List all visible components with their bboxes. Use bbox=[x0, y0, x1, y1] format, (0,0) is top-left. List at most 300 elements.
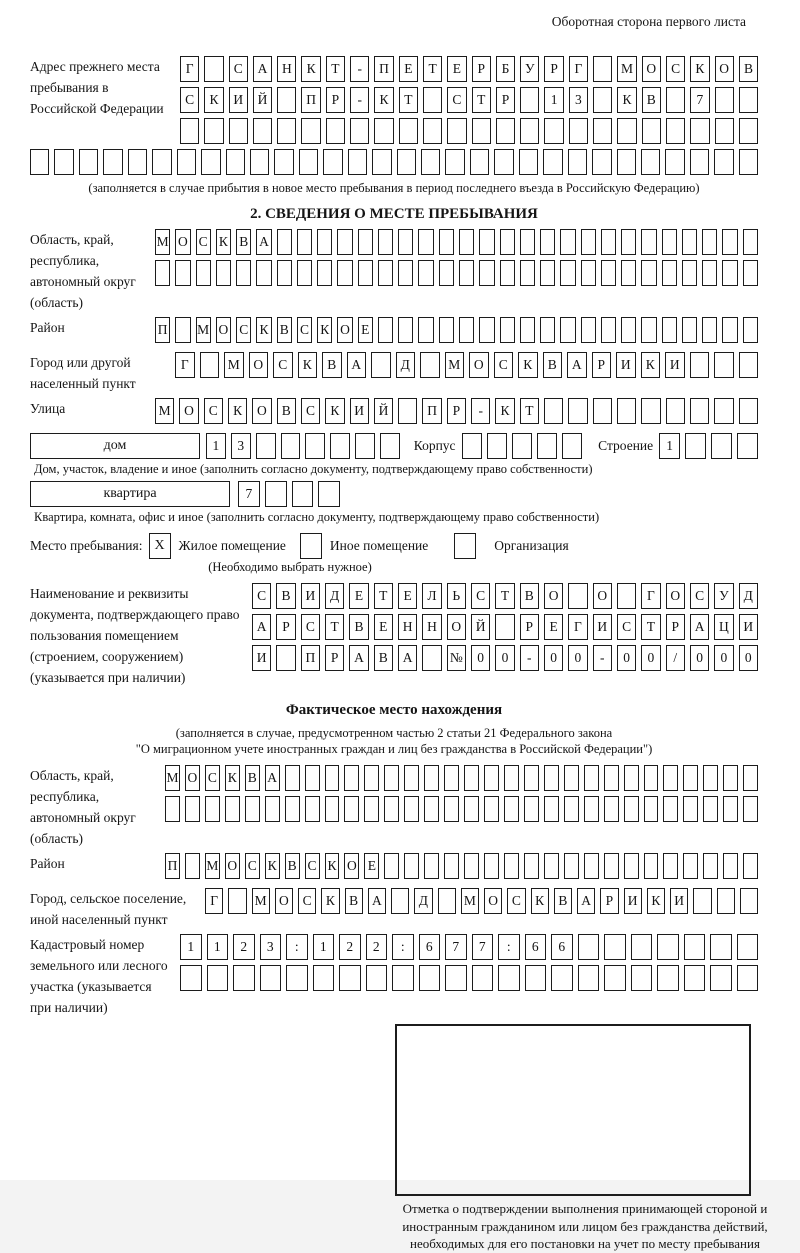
char-cell: В bbox=[245, 765, 260, 791]
char-cell bbox=[710, 965, 732, 991]
char-cell: С bbox=[229, 56, 248, 82]
char-cell bbox=[297, 260, 312, 286]
char-cell: В bbox=[345, 888, 363, 914]
char-cell: 7 bbox=[238, 481, 260, 507]
char-cell bbox=[439, 317, 454, 343]
char-cell bbox=[447, 118, 466, 144]
char-cell bbox=[644, 765, 659, 791]
char-cell: С bbox=[196, 229, 211, 255]
actual-region-block bbox=[30, 765, 758, 849]
char-cell: Й bbox=[253, 87, 272, 113]
char-cell: О bbox=[175, 229, 190, 255]
region-row-2 bbox=[155, 260, 758, 286]
char-cell: О bbox=[593, 583, 612, 609]
char-cell bbox=[593, 398, 612, 424]
char-cell: К bbox=[531, 888, 549, 914]
document-row-3 bbox=[252, 645, 758, 671]
char-cell bbox=[297, 229, 312, 255]
char-cell bbox=[740, 888, 758, 914]
char-cell: С bbox=[252, 583, 271, 609]
char-cell bbox=[444, 796, 459, 822]
char-cell: 6 bbox=[551, 934, 573, 960]
city-row bbox=[175, 352, 758, 378]
char-cell bbox=[384, 765, 399, 791]
char-cell bbox=[472, 118, 491, 144]
char-cell bbox=[737, 965, 759, 991]
char-cell: - bbox=[350, 56, 369, 82]
char-cell bbox=[103, 149, 122, 175]
char-cell bbox=[207, 965, 229, 991]
char-cell bbox=[204, 56, 223, 82]
char-cell bbox=[743, 796, 758, 822]
char-cell bbox=[185, 796, 200, 822]
char-cell bbox=[337, 229, 352, 255]
region-label: Область, край, республика, автономный округ (область) bbox=[30, 232, 136, 310]
char-cell bbox=[484, 765, 499, 791]
actual-location-note-1: (заполняется в случае, предусмотренном частью 2 статьи 21 Федерального закона bbox=[175, 726, 613, 740]
char-cell bbox=[560, 317, 575, 343]
char-cell bbox=[165, 796, 180, 822]
street-row bbox=[155, 398, 758, 424]
char-cell bbox=[584, 853, 599, 879]
stroenie-label: Строение bbox=[598, 438, 654, 453]
house-type-box: дом bbox=[30, 433, 200, 459]
char-cell: Н bbox=[422, 614, 441, 640]
char-cell: В bbox=[543, 352, 563, 378]
apartment-number-cells bbox=[238, 481, 340, 507]
char-cell: И bbox=[670, 888, 688, 914]
char-cell: М bbox=[252, 888, 270, 914]
char-cell bbox=[520, 317, 535, 343]
char-cell bbox=[723, 796, 738, 822]
option-zhiloe-label: Жилое помещение bbox=[178, 538, 286, 553]
char-cell bbox=[479, 317, 494, 343]
char-cell bbox=[472, 965, 494, 991]
char-cell bbox=[641, 149, 660, 175]
document-row-2 bbox=[252, 614, 758, 640]
char-cell: В bbox=[276, 583, 295, 609]
char-cell: 2 bbox=[233, 934, 255, 960]
cadastral-row-2 bbox=[180, 965, 758, 991]
char-cell bbox=[520, 260, 535, 286]
char-cell: К bbox=[374, 87, 393, 113]
stay-type-note: (Необходимо выбрать нужное) bbox=[208, 560, 372, 574]
char-cell bbox=[398, 260, 413, 286]
char-cell: В bbox=[739, 56, 758, 82]
char-cell bbox=[524, 765, 539, 791]
char-cell bbox=[398, 229, 413, 255]
char-cell bbox=[378, 317, 393, 343]
char-cell: М bbox=[461, 888, 479, 914]
char-cell bbox=[459, 317, 474, 343]
char-cell bbox=[378, 229, 393, 255]
char-cell: Т bbox=[495, 583, 514, 609]
char-cell bbox=[277, 260, 292, 286]
char-cell: 0 bbox=[641, 645, 660, 671]
option-inoe-label: Иное помещение bbox=[329, 538, 429, 553]
char-cell: : bbox=[498, 934, 520, 960]
char-cell: Р bbox=[520, 614, 539, 640]
char-cell: 0 bbox=[495, 645, 514, 671]
char-cell bbox=[256, 260, 271, 286]
char-cell bbox=[286, 965, 308, 991]
char-cell: В bbox=[236, 229, 251, 255]
char-cell bbox=[378, 260, 393, 286]
char-cell bbox=[201, 149, 220, 175]
char-cell bbox=[604, 934, 626, 960]
char-cell bbox=[421, 149, 440, 175]
char-cell bbox=[601, 317, 616, 343]
char-cell bbox=[663, 765, 678, 791]
char-cell bbox=[479, 260, 494, 286]
char-cell: И bbox=[252, 645, 271, 671]
actual-region-row-2 bbox=[165, 796, 758, 822]
char-cell bbox=[299, 149, 318, 175]
char-cell bbox=[604, 965, 626, 991]
char-cell bbox=[581, 229, 596, 255]
char-cell bbox=[185, 853, 200, 879]
char-cell: М bbox=[445, 352, 465, 378]
char-cell: Т bbox=[399, 87, 418, 113]
char-cell bbox=[355, 433, 375, 459]
char-cell bbox=[624, 853, 639, 879]
char-cell bbox=[690, 352, 710, 378]
char-cell bbox=[581, 260, 596, 286]
char-cell: № bbox=[447, 645, 466, 671]
char-cell: С bbox=[507, 888, 525, 914]
char-cell: Р bbox=[496, 87, 515, 113]
char-cell bbox=[358, 229, 373, 255]
char-cell: С bbox=[236, 317, 251, 343]
char-cell bbox=[551, 965, 573, 991]
apartment-type-box: квартира bbox=[30, 481, 230, 507]
char-cell: 2 bbox=[339, 934, 361, 960]
char-cell bbox=[364, 765, 379, 791]
char-cell: Е bbox=[399, 56, 418, 82]
char-cell: О bbox=[715, 56, 734, 82]
char-cell: В bbox=[277, 398, 296, 424]
char-cell bbox=[641, 317, 656, 343]
document-row-1 bbox=[252, 583, 758, 609]
prev-address-label: Адрес прежнего места пребывания в Российской Федерации bbox=[30, 59, 164, 116]
district-row bbox=[155, 317, 758, 343]
char-cell: О bbox=[469, 352, 489, 378]
char-cell bbox=[617, 583, 636, 609]
char-cell bbox=[500, 317, 515, 343]
actual-district-row bbox=[165, 853, 758, 879]
char-cell bbox=[464, 853, 479, 879]
char-cell bbox=[682, 317, 697, 343]
char-cell bbox=[398, 398, 417, 424]
actual-region-label: Область, край, республика, автономный округ (область) bbox=[30, 768, 136, 846]
char-cell bbox=[739, 149, 758, 175]
char-cell bbox=[226, 149, 245, 175]
char-cell: О bbox=[216, 317, 231, 343]
char-cell: И bbox=[616, 352, 636, 378]
char-cell: А bbox=[347, 352, 367, 378]
char-cell: М bbox=[617, 56, 636, 82]
char-cell: И bbox=[739, 614, 758, 640]
char-cell bbox=[384, 796, 399, 822]
char-cell bbox=[404, 853, 419, 879]
char-cell bbox=[175, 260, 190, 286]
char-cell bbox=[348, 149, 367, 175]
char-cell: С bbox=[301, 614, 320, 640]
actual-district-label: Район bbox=[30, 856, 65, 871]
char-cell bbox=[743, 853, 758, 879]
char-cell bbox=[374, 118, 393, 144]
char-cell: Л bbox=[422, 583, 441, 609]
char-cell bbox=[292, 481, 314, 507]
char-cell bbox=[568, 583, 587, 609]
char-cell bbox=[743, 229, 758, 255]
char-cell bbox=[325, 796, 340, 822]
char-cell: М bbox=[155, 229, 170, 255]
prev-address-row-3 bbox=[180, 118, 758, 144]
char-cell bbox=[512, 433, 532, 459]
char-cell: 1 bbox=[544, 87, 563, 113]
char-cell: 7 bbox=[472, 934, 494, 960]
char-cell: К bbox=[317, 317, 332, 343]
char-cell bbox=[604, 765, 619, 791]
char-cell: С bbox=[666, 56, 685, 82]
char-cell bbox=[392, 965, 414, 991]
char-cell bbox=[662, 317, 677, 343]
char-cell: С bbox=[447, 87, 466, 113]
char-cell bbox=[537, 433, 557, 459]
char-cell: Д bbox=[739, 583, 758, 609]
char-cell: О bbox=[252, 398, 271, 424]
char-cell bbox=[445, 965, 467, 991]
char-cell bbox=[663, 796, 678, 822]
prev-address-row-4 bbox=[30, 149, 758, 175]
char-cell: 2 bbox=[366, 934, 388, 960]
char-cell: А bbox=[690, 614, 709, 640]
char-cell: И bbox=[301, 583, 320, 609]
char-cell bbox=[593, 56, 612, 82]
char-cell: В bbox=[374, 645, 393, 671]
char-cell: И bbox=[350, 398, 369, 424]
char-cell bbox=[205, 796, 220, 822]
char-cell bbox=[604, 796, 619, 822]
char-cell: Т bbox=[520, 398, 539, 424]
char-cell: О bbox=[642, 56, 661, 82]
char-cell: О bbox=[185, 765, 200, 791]
char-cell: П bbox=[301, 645, 320, 671]
char-cell bbox=[404, 796, 419, 822]
char-cell bbox=[228, 888, 246, 914]
char-cell bbox=[274, 149, 293, 175]
char-cell: М bbox=[224, 352, 244, 378]
char-cell bbox=[711, 433, 732, 459]
char-cell bbox=[253, 118, 272, 144]
char-cell: С bbox=[471, 583, 490, 609]
char-cell: 7 bbox=[690, 87, 709, 113]
cadastral-row-1 bbox=[180, 934, 758, 960]
char-cell bbox=[305, 765, 320, 791]
prev-address-block bbox=[30, 56, 758, 149]
char-cell bbox=[524, 796, 539, 822]
char-cell: Ц bbox=[714, 614, 733, 640]
char-cell: В bbox=[642, 87, 661, 113]
char-cell: А bbox=[265, 765, 280, 791]
char-cell bbox=[739, 398, 758, 424]
char-cell bbox=[592, 149, 611, 175]
char-cell: Д bbox=[325, 583, 344, 609]
char-cell: К bbox=[301, 56, 320, 82]
char-cell: К bbox=[298, 352, 318, 378]
char-cell: И bbox=[593, 614, 612, 640]
char-cell bbox=[581, 317, 596, 343]
char-cell bbox=[265, 481, 287, 507]
char-cell bbox=[666, 398, 685, 424]
city-block bbox=[30, 352, 758, 394]
char-cell bbox=[584, 765, 599, 791]
apartment-row bbox=[30, 481, 758, 507]
char-cell bbox=[277, 87, 296, 113]
char-cell bbox=[717, 888, 735, 914]
checkbox-inoe bbox=[300, 533, 322, 559]
char-cell: - bbox=[593, 645, 612, 671]
char-cell bbox=[578, 965, 600, 991]
char-cell bbox=[260, 965, 282, 991]
char-cell bbox=[621, 317, 636, 343]
char-cell: С bbox=[298, 888, 316, 914]
char-cell bbox=[339, 965, 361, 991]
document-block bbox=[30, 583, 758, 688]
char-cell bbox=[641, 229, 656, 255]
char-cell bbox=[364, 796, 379, 822]
char-cell: 1 bbox=[207, 934, 229, 960]
char-cell bbox=[30, 149, 49, 175]
char-cell: Е bbox=[544, 614, 563, 640]
char-cell bbox=[175, 317, 190, 343]
char-cell bbox=[723, 853, 738, 879]
char-cell bbox=[631, 934, 653, 960]
char-cell bbox=[438, 888, 456, 914]
document-label: Наименование и реквизиты документа, подтверждающего право пользования помещением (строением, сооружением) (указывается при наличии) bbox=[30, 586, 240, 685]
prev-address-row-1 bbox=[180, 56, 758, 82]
char-cell bbox=[682, 229, 697, 255]
char-cell: Г bbox=[641, 583, 660, 609]
char-cell bbox=[344, 765, 359, 791]
char-cell bbox=[714, 352, 734, 378]
region-block bbox=[30, 229, 758, 313]
char-cell bbox=[540, 260, 555, 286]
char-cell bbox=[419, 965, 441, 991]
char-cell bbox=[662, 260, 677, 286]
char-cell bbox=[439, 229, 454, 255]
char-cell: 3 bbox=[260, 934, 282, 960]
char-cell bbox=[418, 260, 433, 286]
char-cell: С bbox=[205, 765, 220, 791]
korpus-label: Корпус bbox=[413, 438, 456, 453]
char-cell bbox=[568, 398, 587, 424]
char-cell bbox=[366, 965, 388, 991]
char-cell: С bbox=[273, 352, 293, 378]
char-cell bbox=[702, 317, 717, 343]
char-cell: О bbox=[484, 888, 502, 914]
char-cell: А bbox=[567, 352, 587, 378]
actual-city-label: Город, сельское поселение, иной населенный пункт bbox=[30, 891, 187, 927]
char-cell bbox=[520, 118, 539, 144]
char-cell: Р bbox=[325, 645, 344, 671]
char-cell bbox=[423, 118, 442, 144]
char-cell bbox=[540, 317, 555, 343]
char-cell bbox=[739, 352, 759, 378]
char-cell: М bbox=[196, 317, 211, 343]
char-cell bbox=[617, 149, 636, 175]
char-cell bbox=[180, 965, 202, 991]
char-cell bbox=[484, 853, 499, 879]
char-cell: 6 bbox=[419, 934, 441, 960]
char-cell bbox=[317, 260, 332, 286]
char-cell bbox=[684, 934, 706, 960]
char-cell: Р bbox=[600, 888, 618, 914]
char-cell bbox=[624, 796, 639, 822]
char-cell: О bbox=[544, 583, 563, 609]
char-cell: О bbox=[666, 583, 685, 609]
char-cell: О bbox=[249, 352, 269, 378]
char-cell bbox=[496, 118, 515, 144]
char-cell bbox=[200, 352, 220, 378]
char-cell: В bbox=[285, 853, 300, 879]
char-cell bbox=[601, 260, 616, 286]
char-cell: С bbox=[204, 398, 223, 424]
char-cell bbox=[524, 853, 539, 879]
city-label: Город или другой населенный пункт bbox=[30, 355, 136, 391]
char-cell: С bbox=[245, 853, 260, 879]
char-cell: Й bbox=[374, 398, 393, 424]
char-cell: 1 bbox=[180, 934, 202, 960]
char-cell: Р bbox=[472, 56, 491, 82]
section2-title: 2. СВЕДЕНИЯ О МЕСТЕ ПРЕБЫВАНИЯ bbox=[250, 206, 538, 222]
char-cell bbox=[444, 853, 459, 879]
char-cell bbox=[702, 229, 717, 255]
char-cell bbox=[358, 260, 373, 286]
char-cell: А bbox=[577, 888, 595, 914]
char-cell bbox=[568, 149, 587, 175]
char-cell bbox=[372, 149, 391, 175]
char-cell bbox=[663, 853, 678, 879]
char-cell: С bbox=[690, 583, 709, 609]
char-cell: С bbox=[301, 398, 320, 424]
char-cell: И bbox=[665, 352, 685, 378]
char-cell bbox=[399, 118, 418, 144]
char-cell bbox=[398, 317, 413, 343]
char-cell bbox=[644, 796, 659, 822]
char-cell bbox=[621, 260, 636, 286]
char-cell bbox=[644, 853, 659, 879]
char-cell: Т bbox=[472, 87, 491, 113]
char-cell: У bbox=[714, 583, 733, 609]
char-cell bbox=[445, 149, 464, 175]
char-cell: К bbox=[225, 765, 240, 791]
street-block bbox=[30, 398, 758, 429]
char-cell: Г bbox=[568, 614, 587, 640]
char-cell bbox=[723, 765, 738, 791]
char-cell bbox=[564, 796, 579, 822]
char-cell bbox=[690, 118, 709, 144]
char-cell bbox=[714, 149, 733, 175]
cadastral-block bbox=[30, 934, 758, 1018]
char-cell bbox=[657, 934, 679, 960]
char-cell: О bbox=[337, 317, 352, 343]
char-cell bbox=[495, 614, 514, 640]
stamp-caption: Отметка о подтверждении выполнения принимающей стороной и иностранным гражданином или лицом без гражданства действий, необходимых для его постановки на учет по месту пребывания bbox=[402, 1201, 768, 1251]
char-cell: 3 bbox=[569, 87, 588, 113]
char-cell: И bbox=[229, 87, 248, 113]
